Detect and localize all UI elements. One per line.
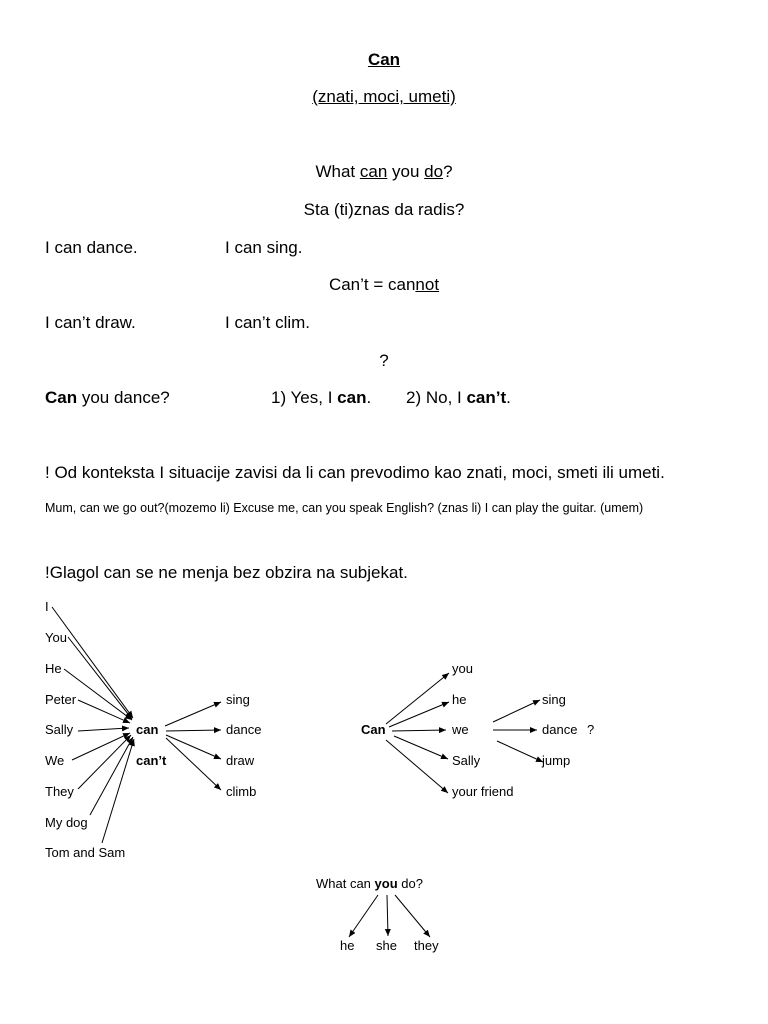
- arrow: [78, 735, 131, 789]
- diagram1-subject: Tom and Sam: [45, 845, 126, 860]
- arrow: [102, 739, 134, 843]
- usage-examples: Mum, can we go out?(mozemo li) Excuse me, can you speak English? (znas li) I can play the guitar. (umem): [45, 501, 644, 515]
- page-title: Can: [367, 50, 401, 69]
- diagram2-question-mark: ?: [587, 722, 595, 737]
- example-cant-climb: I can’t clim.: [225, 313, 311, 332]
- diagram1-subject: Peter: [45, 692, 77, 707]
- arrow: [497, 741, 543, 762]
- example-can-sing: I can sing.: [225, 238, 303, 257]
- arrow: [392, 730, 446, 731]
- arrow: [78, 728, 129, 731]
- diagram2-verb: sing: [542, 692, 566, 707]
- diagram2-subject: we: [452, 722, 469, 737]
- diagram1-can: can: [136, 722, 159, 737]
- arrow: [166, 735, 221, 759]
- question-example: Can you dance?: [45, 388, 170, 407]
- answer-yes: 1) Yes, I can.: [271, 388, 372, 407]
- invariance-note: !Glagol can se ne menja bez obzira na subjekat.: [45, 563, 408, 582]
- example-can-dance: I can dance.: [45, 238, 138, 257]
- question-mark: ?: [379, 351, 389, 370]
- arrow: [395, 895, 430, 937]
- arrow: [394, 736, 448, 759]
- diagram2-can: Can: [361, 722, 386, 737]
- diagram2-verb: dance: [542, 722, 578, 737]
- diagram1-subject: They: [45, 784, 74, 799]
- diagram1-subject: We: [45, 753, 65, 768]
- arrow: [387, 895, 388, 936]
- diagram1-subject: Sally: [45, 722, 74, 737]
- diagram1-subject: My dog: [45, 815, 88, 830]
- page-subtitle: (znati, moci, umeti): [312, 87, 456, 106]
- arrow: [64, 669, 132, 720]
- diagram1-verb: sing: [226, 692, 250, 707]
- contraction-rule: Can’t = cannot: [328, 275, 440, 294]
- diagram1-subject: He: [45, 661, 62, 676]
- diagram2-subject: your friend: [452, 784, 514, 799]
- diagram2-subject: he: [452, 692, 467, 707]
- example-cant-draw: I can’t draw.: [45, 313, 136, 332]
- question-english: What can you do?: [315, 162, 453, 181]
- context-note: ! Od konteksta I situacije zavisi da li can prevodimo kao znati, moci, smeti ili umeti.: [45, 463, 665, 482]
- arrow: [386, 740, 448, 793]
- arrow: [52, 607, 133, 718]
- arrow: [349, 895, 378, 937]
- answer-no: 2) No, I can’t.: [406, 388, 511, 407]
- diagram3-pronoun: he: [340, 938, 355, 953]
- diagram3-pronoun: they: [414, 938, 439, 953]
- arrow: [72, 733, 130, 760]
- diagram2-subject: Sally: [452, 753, 481, 768]
- diagram1-verb: dance: [226, 722, 262, 737]
- diagram3-question: What can you do?: [316, 876, 423, 891]
- arrow: [165, 702, 221, 726]
- diagram3-pronoun: she: [376, 938, 397, 953]
- diagram1-subject: You: [45, 630, 67, 645]
- arrow: [493, 700, 540, 722]
- diagram2-subject: you: [452, 661, 473, 676]
- diagram2-verb: jump: [542, 753, 571, 768]
- arrow: [166, 738, 221, 790]
- question-serbian: Sta (ti)znas da radis?: [303, 200, 465, 219]
- diagram1-subject: I: [45, 599, 49, 614]
- arrow: [68, 637, 132, 719]
- diagram1-verb: climb: [226, 784, 257, 799]
- arrow: [386, 673, 449, 724]
- diagram1-cant: can’t: [136, 753, 167, 768]
- arrow: [166, 730, 221, 731]
- diagram1-verb: draw: [226, 753, 255, 768]
